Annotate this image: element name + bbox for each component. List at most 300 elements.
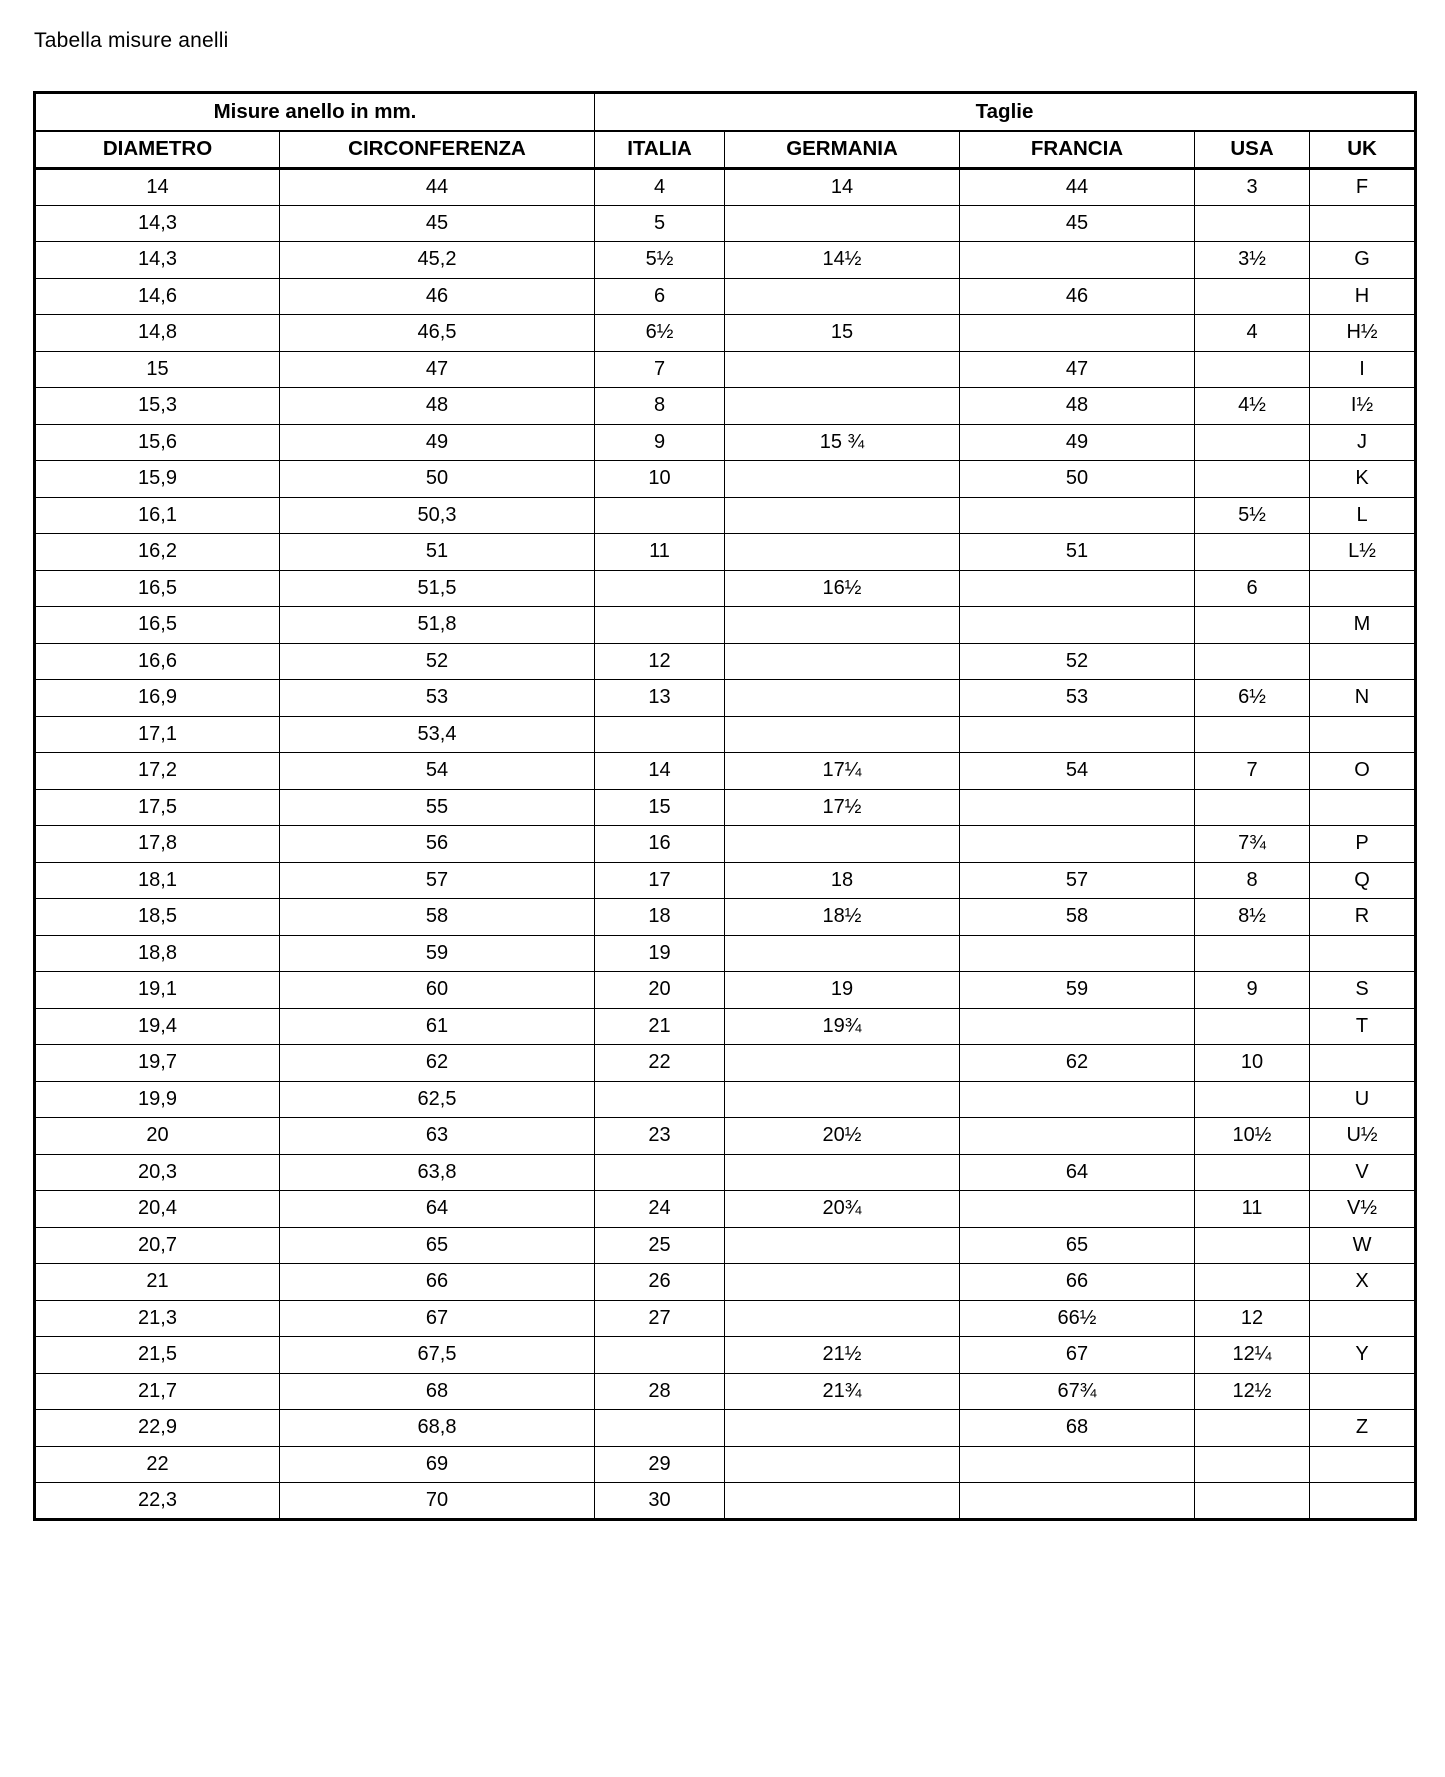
cell-usa: 6½ <box>1195 680 1310 717</box>
cell-uk: N <box>1310 680 1416 717</box>
cell-diametro: 17,2 <box>35 753 280 790</box>
table-row <box>35 1410 1416 1447</box>
cell-italia: 15 <box>595 789 725 826</box>
cell-usa <box>1195 716 1310 753</box>
table-row <box>35 461 1416 498</box>
cell-circonferenza: 50 <box>280 461 595 498</box>
cell-usa <box>1195 1008 1310 1045</box>
table-row <box>35 862 1416 899</box>
cell-italia: 28 <box>595 1373 725 1410</box>
cell-usa: 4½ <box>1195 388 1310 425</box>
cell-italia <box>595 716 725 753</box>
cell-circonferenza: 51,5 <box>280 570 595 607</box>
cell-uk: L½ <box>1310 534 1416 571</box>
cell-italia: 6 <box>595 278 725 315</box>
cell-diametro: 20 <box>35 1118 280 1155</box>
cell-francia: 46 <box>960 278 1195 315</box>
cell-italia: 12 <box>595 643 725 680</box>
cell-italia <box>595 497 725 534</box>
cell-diametro: 20,3 <box>35 1154 280 1191</box>
cell-italia <box>595 607 725 644</box>
cell-italia: 4 <box>595 169 725 206</box>
table-row <box>35 826 1416 863</box>
cell-germania: 17½ <box>725 789 960 826</box>
cell-francia: 47 <box>960 351 1195 388</box>
cell-circonferenza: 52 <box>280 643 595 680</box>
cell-uk: L <box>1310 497 1416 534</box>
cell-circonferenza: 51 <box>280 534 595 571</box>
cell-circonferenza: 70 <box>280 1483 595 1520</box>
cell-diametro: 20,7 <box>35 1227 280 1264</box>
cell-diametro: 22 <box>35 1446 280 1483</box>
cell-circonferenza: 58 <box>280 899 595 936</box>
cell-circonferenza: 51,8 <box>280 607 595 644</box>
cell-diametro: 17,5 <box>35 789 280 826</box>
cell-diametro: 17,8 <box>35 826 280 863</box>
cell-germania <box>725 497 960 534</box>
cell-usa <box>1195 643 1310 680</box>
table-row <box>35 972 1416 1009</box>
cell-francia: 50 <box>960 461 1195 498</box>
table-group-header-row <box>35 93 1416 131</box>
table-row <box>35 1118 1416 1155</box>
cell-diametro: 15,6 <box>35 424 280 461</box>
cell-diametro: 21,3 <box>35 1300 280 1337</box>
table-row <box>35 388 1416 425</box>
cell-uk <box>1310 1483 1416 1520</box>
cell-circonferenza: 46,5 <box>280 315 595 352</box>
cell-circonferenza: 50,3 <box>280 497 595 534</box>
cell-diametro: 14,3 <box>35 242 280 279</box>
cell-uk <box>1310 1045 1416 1082</box>
cell-circonferenza: 63,8 <box>280 1154 595 1191</box>
cell-francia: 45 <box>960 205 1195 242</box>
cell-germania: 21¾ <box>725 1373 960 1410</box>
cell-usa: 3½ <box>1195 242 1310 279</box>
cell-circonferenza: 69 <box>280 1446 595 1483</box>
cell-usa <box>1195 1264 1310 1301</box>
cell-diametro: 18,5 <box>35 899 280 936</box>
cell-circonferenza: 55 <box>280 789 595 826</box>
cell-francia <box>960 935 1195 972</box>
cell-uk: G <box>1310 242 1416 279</box>
cell-usa <box>1195 1410 1310 1447</box>
cell-diametro: 14 <box>35 169 280 206</box>
cell-circonferenza: 68,8 <box>280 1410 595 1447</box>
table-row <box>35 315 1416 352</box>
cell-germania: 19¾ <box>725 1008 960 1045</box>
table-row <box>35 497 1416 534</box>
cell-francia <box>960 716 1195 753</box>
cell-diametro: 16,6 <box>35 643 280 680</box>
cell-usa <box>1195 935 1310 972</box>
cell-circonferenza: 57 <box>280 862 595 899</box>
cell-usa: 6 <box>1195 570 1310 607</box>
cell-francia: 48 <box>960 388 1195 425</box>
column-header-circonferenza: CIRCONFERENZA <box>280 131 595 169</box>
cell-circonferenza: 45,2 <box>280 242 595 279</box>
cell-germania <box>725 607 960 644</box>
table-row <box>35 1227 1416 1264</box>
cell-francia <box>960 1191 1195 1228</box>
cell-francia: 65 <box>960 1227 1195 1264</box>
table-row <box>35 1483 1416 1520</box>
cell-uk: W <box>1310 1227 1416 1264</box>
cell-italia <box>595 1154 725 1191</box>
table-row <box>35 1300 1416 1337</box>
cell-uk <box>1310 1373 1416 1410</box>
cell-francia <box>960 1483 1195 1520</box>
cell-germania <box>725 388 960 425</box>
cell-usa <box>1195 1154 1310 1191</box>
cell-uk: K <box>1310 461 1416 498</box>
cell-circonferenza: 62,5 <box>280 1081 595 1118</box>
cell-circonferenza: 45 <box>280 205 595 242</box>
cell-diametro: 15 <box>35 351 280 388</box>
cell-circonferenza: 65 <box>280 1227 595 1264</box>
cell-germania <box>725 935 960 972</box>
cell-italia: 24 <box>595 1191 725 1228</box>
cell-italia: 19 <box>595 935 725 972</box>
cell-diametro: 19,1 <box>35 972 280 1009</box>
table-row <box>35 351 1416 388</box>
table-row <box>35 643 1416 680</box>
cell-uk: F <box>1310 169 1416 206</box>
cell-usa: 11 <box>1195 1191 1310 1228</box>
cell-italia: 21 <box>595 1008 725 1045</box>
cell-italia: 23 <box>595 1118 725 1155</box>
table-row <box>35 680 1416 717</box>
cell-germania: 19 <box>725 972 960 1009</box>
cell-uk: H½ <box>1310 315 1416 352</box>
cell-francia <box>960 1081 1195 1118</box>
cell-circonferenza: 56 <box>280 826 595 863</box>
table-row <box>35 1191 1416 1228</box>
cell-italia: 29 <box>595 1446 725 1483</box>
cell-germania <box>725 205 960 242</box>
cell-francia: 62 <box>960 1045 1195 1082</box>
cell-usa: 12¼ <box>1195 1337 1310 1374</box>
table-row <box>35 278 1416 315</box>
cell-diametro: 19,7 <box>35 1045 280 1082</box>
cell-circonferenza: 67,5 <box>280 1337 595 1374</box>
cell-germania <box>725 1081 960 1118</box>
cell-uk <box>1310 570 1416 607</box>
cell-italia: 16 <box>595 826 725 863</box>
cell-francia <box>960 570 1195 607</box>
cell-germania <box>725 1045 960 1082</box>
cell-uk <box>1310 789 1416 826</box>
cell-usa: 3 <box>1195 169 1310 206</box>
cell-usa <box>1195 534 1310 571</box>
table-row <box>35 570 1416 607</box>
cell-uk: P <box>1310 826 1416 863</box>
cell-uk: M <box>1310 607 1416 644</box>
cell-circonferenza: 66 <box>280 1264 595 1301</box>
cell-germania: 14½ <box>725 242 960 279</box>
column-header-diametro: DIAMETRO <box>35 131 280 169</box>
cell-italia <box>595 570 725 607</box>
cell-usa <box>1195 1483 1310 1520</box>
cell-circonferenza: 49 <box>280 424 595 461</box>
cell-uk <box>1310 643 1416 680</box>
cell-circonferenza: 53 <box>280 680 595 717</box>
cell-circonferenza: 64 <box>280 1191 595 1228</box>
cell-italia: 5½ <box>595 242 725 279</box>
cell-francia: 67¾ <box>960 1373 1195 1410</box>
table-row <box>35 424 1416 461</box>
cell-uk <box>1310 1446 1416 1483</box>
cell-diametro: 21 <box>35 1264 280 1301</box>
cell-italia: 10 <box>595 461 725 498</box>
column-header-usa: USA <box>1195 131 1310 169</box>
cell-germania <box>725 1300 960 1337</box>
cell-diametro: 14,3 <box>35 205 280 242</box>
table-row <box>35 789 1416 826</box>
cell-germania <box>725 680 960 717</box>
cell-uk: I½ <box>1310 388 1416 425</box>
ring-size-table <box>33 91 1417 1521</box>
cell-diametro: 19,4 <box>35 1008 280 1045</box>
cell-usa <box>1195 1446 1310 1483</box>
cell-italia: 14 <box>595 753 725 790</box>
cell-francia: 49 <box>960 424 1195 461</box>
cell-francia <box>960 607 1195 644</box>
cell-italia: 27 <box>595 1300 725 1337</box>
cell-circonferenza: 62 <box>280 1045 595 1082</box>
cell-uk: R <box>1310 899 1416 936</box>
cell-germania <box>725 826 960 863</box>
cell-uk: U½ <box>1310 1118 1416 1155</box>
cell-uk: O <box>1310 753 1416 790</box>
table-row <box>35 169 1416 206</box>
cell-germania: 14 <box>725 169 960 206</box>
cell-diametro: 18,8 <box>35 935 280 972</box>
cell-circonferenza: 60 <box>280 972 595 1009</box>
cell-francia: 52 <box>960 643 1195 680</box>
cell-italia <box>595 1410 725 1447</box>
cell-italia <box>595 1337 725 1374</box>
cell-usa: 5½ <box>1195 497 1310 534</box>
cell-circonferenza: 59 <box>280 935 595 972</box>
cell-germania: 18 <box>725 862 960 899</box>
cell-uk: V½ <box>1310 1191 1416 1228</box>
cell-germania: 15 <box>725 315 960 352</box>
cell-italia: 6½ <box>595 315 725 352</box>
cell-usa <box>1195 607 1310 644</box>
cell-francia: 64 <box>960 1154 1195 1191</box>
cell-germania <box>725 351 960 388</box>
cell-uk: X <box>1310 1264 1416 1301</box>
cell-diametro: 18,1 <box>35 862 280 899</box>
table-row <box>35 1264 1416 1301</box>
cell-uk <box>1310 716 1416 753</box>
cell-circonferenza: 61 <box>280 1008 595 1045</box>
cell-uk: H <box>1310 278 1416 315</box>
cell-diametro: 15,9 <box>35 461 280 498</box>
cell-diametro: 21,5 <box>35 1337 280 1374</box>
cell-francia: 67 <box>960 1337 1195 1374</box>
cell-germania <box>725 278 960 315</box>
cell-diametro: 22,3 <box>35 1483 280 1520</box>
cell-usa: 9 <box>1195 972 1310 1009</box>
cell-francia <box>960 242 1195 279</box>
cell-circonferenza: 54 <box>280 753 595 790</box>
table-row <box>35 1154 1416 1191</box>
cell-diametro: 16,1 <box>35 497 280 534</box>
table-header <box>35 93 1416 169</box>
cell-uk: Q <box>1310 862 1416 899</box>
cell-diametro: 17,1 <box>35 716 280 753</box>
cell-circonferenza: 44 <box>280 169 595 206</box>
cell-germania: 21½ <box>725 1337 960 1374</box>
cell-francia: 54 <box>960 753 1195 790</box>
cell-uk: J <box>1310 424 1416 461</box>
cell-usa: 12 <box>1195 1300 1310 1337</box>
cell-italia: 25 <box>595 1227 725 1264</box>
cell-uk: U <box>1310 1081 1416 1118</box>
cell-francia: 58 <box>960 899 1195 936</box>
cell-diametro: 22,9 <box>35 1410 280 1447</box>
page-title: Tabella misure anelli <box>34 29 229 52</box>
cell-circonferenza: 47 <box>280 351 595 388</box>
cell-usa <box>1195 278 1310 315</box>
cell-italia: 20 <box>595 972 725 1009</box>
cell-germania: 17¼ <box>725 753 960 790</box>
cell-usa <box>1195 351 1310 388</box>
cell-usa <box>1195 424 1310 461</box>
table-body <box>35 169 1416 1520</box>
cell-italia: 5 <box>595 205 725 242</box>
cell-francia: 66 <box>960 1264 1195 1301</box>
cell-francia: 68 <box>960 1410 1195 1447</box>
cell-francia <box>960 315 1195 352</box>
cell-italia: 13 <box>595 680 725 717</box>
cell-italia: 7 <box>595 351 725 388</box>
cell-germania: 16½ <box>725 570 960 607</box>
cell-italia: 11 <box>595 534 725 571</box>
cell-germania <box>725 1227 960 1264</box>
cell-usa: 7 <box>1195 753 1310 790</box>
cell-francia <box>960 1008 1195 1045</box>
cell-francia <box>960 1118 1195 1155</box>
cell-uk <box>1310 1300 1416 1337</box>
cell-circonferenza: 48 <box>280 388 595 425</box>
table-row <box>35 607 1416 644</box>
table-row <box>35 1373 1416 1410</box>
cell-germania: 20¾ <box>725 1191 960 1228</box>
table-row <box>35 899 1416 936</box>
cell-francia <box>960 789 1195 826</box>
cell-circonferenza: 63 <box>280 1118 595 1155</box>
group-header-measurements: Misure anello in mm. <box>35 93 595 131</box>
cell-francia: 59 <box>960 972 1195 1009</box>
cell-italia: 18 <box>595 899 725 936</box>
cell-usa: 4 <box>1195 315 1310 352</box>
cell-francia: 44 <box>960 169 1195 206</box>
table-row <box>35 1081 1416 1118</box>
cell-usa <box>1195 1081 1310 1118</box>
cell-uk: S <box>1310 972 1416 1009</box>
cell-germania <box>725 534 960 571</box>
cell-germania: 15 ¾ <box>725 424 960 461</box>
cell-diametro: 16,9 <box>35 680 280 717</box>
cell-germania <box>725 1410 960 1447</box>
group-header-sizes: Taglie <box>595 93 1416 131</box>
cell-uk: T <box>1310 1008 1416 1045</box>
cell-diametro: 15,3 <box>35 388 280 425</box>
cell-germania: 20½ <box>725 1118 960 1155</box>
table-row <box>35 1008 1416 1045</box>
cell-diametro: 16,2 <box>35 534 280 571</box>
cell-uk: V <box>1310 1154 1416 1191</box>
cell-germania <box>725 461 960 498</box>
cell-usa: 10½ <box>1195 1118 1310 1155</box>
cell-diametro: 16,5 <box>35 607 280 644</box>
cell-germania: 18½ <box>725 899 960 936</box>
cell-usa: 8 <box>1195 862 1310 899</box>
cell-circonferenza: 68 <box>280 1373 595 1410</box>
cell-francia <box>960 826 1195 863</box>
table-row <box>35 935 1416 972</box>
cell-uk <box>1310 205 1416 242</box>
table-row <box>35 716 1416 753</box>
cell-usa: 8½ <box>1195 899 1310 936</box>
table-row <box>35 753 1416 790</box>
table-column-header-row <box>35 131 1416 169</box>
cell-germania <box>725 1264 960 1301</box>
cell-germania <box>725 716 960 753</box>
cell-italia <box>595 1081 725 1118</box>
cell-uk <box>1310 935 1416 972</box>
cell-uk: Y <box>1310 1337 1416 1374</box>
cell-usa <box>1195 1227 1310 1264</box>
table-row <box>35 1446 1416 1483</box>
cell-francia: 66½ <box>960 1300 1195 1337</box>
cell-germania <box>725 643 960 680</box>
table-row <box>35 205 1416 242</box>
cell-germania <box>725 1483 960 1520</box>
cell-circonferenza: 46 <box>280 278 595 315</box>
cell-italia: 22 <box>595 1045 725 1082</box>
cell-francia <box>960 1446 1195 1483</box>
table-row <box>35 534 1416 571</box>
cell-francia: 57 <box>960 862 1195 899</box>
cell-diametro: 16,5 <box>35 570 280 607</box>
cell-uk: I <box>1310 351 1416 388</box>
cell-usa: 12½ <box>1195 1373 1310 1410</box>
cell-diametro: 21,7 <box>35 1373 280 1410</box>
cell-italia: 26 <box>595 1264 725 1301</box>
cell-usa <box>1195 789 1310 826</box>
cell-italia: 17 <box>595 862 725 899</box>
column-header-francia: FRANCIA <box>960 131 1195 169</box>
cell-diametro: 14,8 <box>35 315 280 352</box>
cell-diametro: 19,9 <box>35 1081 280 1118</box>
column-header-germania: GERMANIA <box>725 131 960 169</box>
cell-circonferenza: 67 <box>280 1300 595 1337</box>
cell-italia: 8 <box>595 388 725 425</box>
column-header-uk: UK <box>1310 131 1416 169</box>
cell-diametro: 20,4 <box>35 1191 280 1228</box>
cell-germania <box>725 1446 960 1483</box>
column-header-italia: ITALIA <box>595 131 725 169</box>
cell-italia: 30 <box>595 1483 725 1520</box>
cell-usa <box>1195 461 1310 498</box>
cell-germania <box>725 1154 960 1191</box>
cell-circonferenza: 53,4 <box>280 716 595 753</box>
table-row <box>35 242 1416 279</box>
